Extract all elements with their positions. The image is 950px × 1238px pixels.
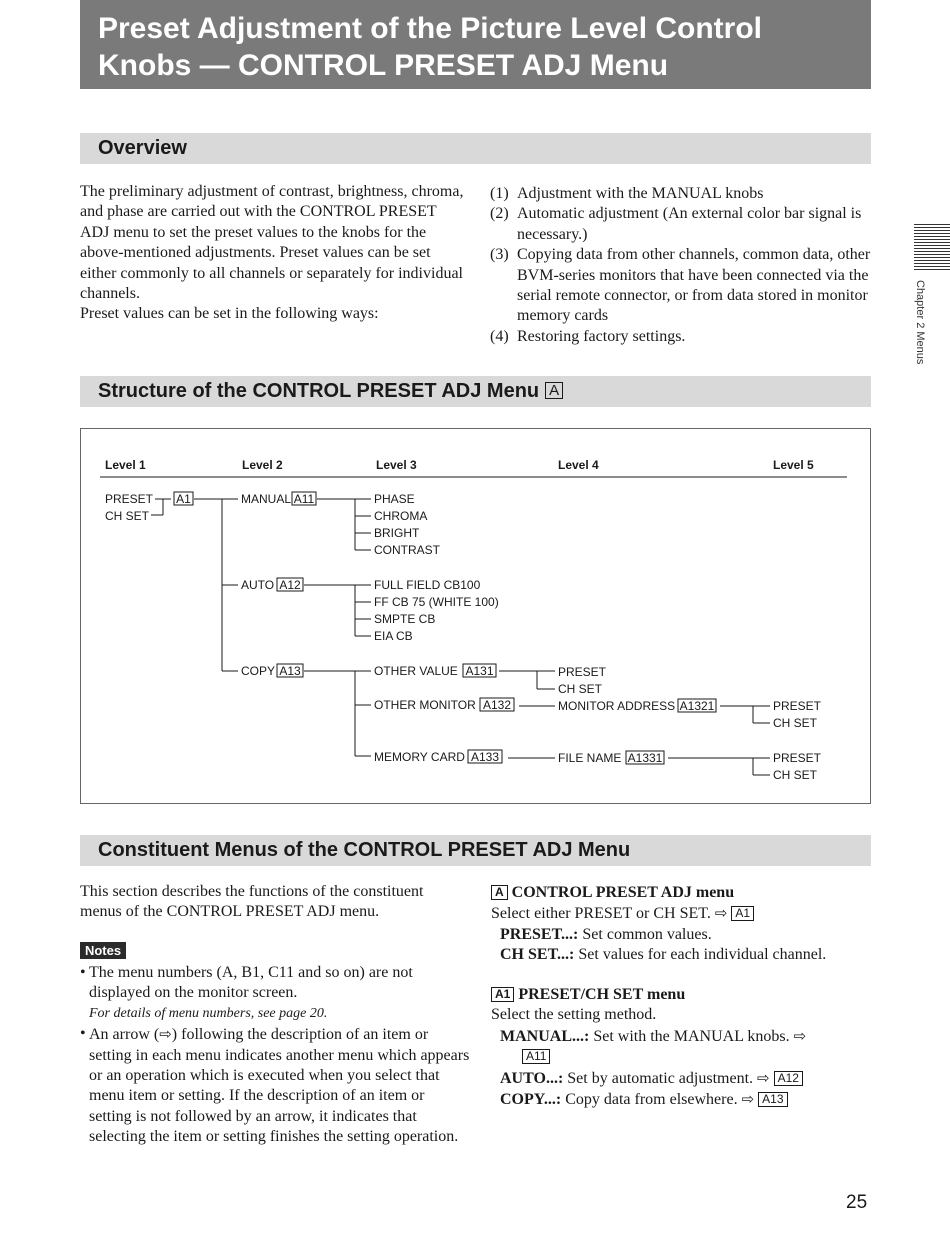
box-a11-label: A11 <box>293 492 315 506</box>
menu-a1-item-auto <box>491 1068 871 1089</box>
menu-item-key: COPY...: <box>500 1091 562 1109</box>
tree-nodes <box>105 492 822 782</box>
note-1-text: The menu numbers (A, B1, C11 and so on) are not displayed on the monitor screen. <box>89 964 413 1002</box>
page-number: 25 <box>846 1192 868 1213</box>
preset-ways-list <box>490 184 875 347</box>
menu-a12-box: A12 <box>774 1071 803 1086</box>
menu-a1-item-copy <box>491 1089 871 1110</box>
node-ch-set: CH SET <box>105 509 150 523</box>
list-item <box>490 245 875 327</box>
menu-a1-desc: Select the setting method. <box>491 1006 657 1024</box>
overview-heading: Overview <box>98 137 187 159</box>
structure-section-bar <box>80 376 871 407</box>
node-ov-ch-set: CH SET <box>558 682 603 696</box>
node-ov-preset: PRESET <box>558 665 607 679</box>
node-smpte-cb: SMPTE CB <box>374 612 436 626</box>
menu-a-desc-text: Select either PRESET or CH SET. <box>491 905 711 923</box>
constituent-intro: This section describes the functions of the constituent menus of the CONTROL PRESET ADJ menu. <box>80 883 424 921</box>
arrow-icon: ⇨ <box>714 904 728 923</box>
menu-a-item-ch-set <box>491 945 871 965</box>
node-eia-cb: EIA CB <box>374 629 413 643</box>
node-fn-preset: PRESET <box>773 751 822 765</box>
node-file-name: FILE NAME <box>558 751 622 765</box>
menu-a-desc-box: A1 <box>731 906 754 921</box>
node-phase: PHASE <box>374 492 415 506</box>
notes-list <box>80 963 470 1148</box>
list-item-text: Restoring factory settings. <box>517 327 686 345</box>
level-4-header: Level 4 <box>558 458 599 472</box>
menu-a-desc <box>491 903 871 924</box>
constituent-heading: Constituent Menus of the CONTROL PRESET ADJ Menu <box>98 839 631 861</box>
node-preset: PRESET <box>105 492 154 506</box>
node-ff-cb-75: FF CB 75 (WHITE 100) <box>374 595 499 609</box>
note-2-text-end: ) following the description of an item or setting in each menu indicates another menu which appears or an operation which is executed when you select that menu item or setting. If the description of an item or setting is not followed by an arrow, it indicates that selecting the item or setting finishes the setting operation. <box>89 1026 470 1146</box>
list-item <box>490 327 875 347</box>
note-item <box>80 1024 470 1147</box>
node-auto: AUTO <box>241 578 275 592</box>
menu-item-text: Set with the MANUAL knobs. <box>593 1027 790 1045</box>
menu-item-text: Set values for each individual channel. <box>578 946 827 964</box>
arrow-icon: ⇨ <box>741 1090 755 1109</box>
menu-item-key: PRESET...: <box>500 925 579 943</box>
node-other-monitor: OTHER MONITOR <box>374 698 476 712</box>
node-monitor-address: MONITOR ADDRESS <box>558 699 676 713</box>
node-manual: MANUAL <box>241 492 292 506</box>
level-2-header: Level 2 <box>242 458 283 472</box>
menu-a-description <box>491 883 871 966</box>
list-item-number: (3) <box>490 246 509 264</box>
tree-connectors <box>100 477 847 775</box>
box-a12-label: A12 <box>279 578 301 592</box>
menu-item-text: Set common values. <box>582 925 712 943</box>
menu-a1-title <box>491 985 871 1005</box>
overview-section-bar <box>80 133 871 164</box>
list-item <box>490 184 875 204</box>
box-a1331-label: A1331 <box>627 751 663 765</box>
structure-heading-box: A <box>545 382 563 399</box>
box-a13-label: A13 <box>279 664 301 678</box>
menu-a-title <box>491 883 871 903</box>
constituent-section-bar <box>80 835 871 866</box>
arrow-icon: ⇨ <box>793 1026 807 1045</box>
list-item-text: Automatic adjustment (An external color bar signal is necessary.) <box>517 205 862 243</box>
arrow-icon: ⇨ <box>159 1025 172 1044</box>
box-a1321-label: A1321 <box>679 699 715 713</box>
menu-item-key: CH SET...: <box>500 946 575 964</box>
note-1-reference: For details of menu numbers, see page 20. <box>89 1005 328 1021</box>
node-memory-card: MEMORY CARD <box>374 750 465 764</box>
arrow-icon: ⇨ <box>757 1068 770 1087</box>
list-item-text: Copying data from other channels, common data, other BVM-series monitors that have been connected via the serial remote connector, or from data stored in monitor memory cards <box>517 246 871 325</box>
note-2-text-start: An arrow ( <box>89 1026 160 1044</box>
structure-heading <box>98 378 563 405</box>
menu-item-key: MANUAL...: <box>500 1027 590 1045</box>
note-item <box>80 963 470 1024</box>
node-copy: COPY <box>241 664 276 678</box>
menu-structure-diagram <box>80 428 871 804</box>
notes-label: Notes <box>80 942 126 959</box>
menu-a1-box: A1 <box>491 987 514 1002</box>
structure-heading-text: Structure of the CONTROL PRESET ADJ Menu <box>98 380 540 402</box>
menu-a-title-text: CONTROL PRESET ADJ menu <box>511 884 735 901</box>
menu-a1-item-manual-target <box>491 1047 871 1067</box>
menu-item-text: Set by automatic adjustment. <box>567 1069 754 1087</box>
list-item <box>490 204 875 245</box>
list-item-text: Adjustment with the MANUAL knobs <box>517 185 764 202</box>
title-block <box>80 0 871 89</box>
chapter-tab-label: Chapter 2 Menus <box>914 280 926 365</box>
list-item-number: (2) <box>490 205 509 223</box>
node-ma-preset: PRESET <box>773 699 822 713</box>
overview-paragraph-1: The preliminary adjustment of contrast, brightness, chroma, and phase are carried out with the CONTROL PRESET ADJ menu to set the preset values to the knobs for the above-mentioned adjustments. Preset values can be set either commonly to all channels or separately for individual channels. <box>80 183 464 303</box>
node-fn-ch-set: CH SET <box>773 768 818 782</box>
menu-a13-box: A13 <box>758 1092 787 1107</box>
menu-a1-title-text: PRESET/CH SET menu <box>518 986 686 1003</box>
box-a132-label: A132 <box>482 698 512 712</box>
menu-a-box: A <box>491 885 508 900</box>
level-3-header: Level 3 <box>376 458 417 472</box>
menu-item-key: AUTO...: <box>500 1069 564 1087</box>
list-item-number: (1) <box>490 185 509 202</box>
node-chroma: CHROMA <box>374 509 428 523</box>
menu-item-text: Copy data from elsewhere. <box>565 1091 738 1109</box>
node-contrast: CONTRAST <box>374 543 440 557</box>
level-headers <box>105 458 814 472</box>
node-other-value: OTHER VALUE <box>374 664 458 678</box>
menu-a-item-preset <box>491 925 871 945</box>
node-full-field-cb100: FULL FIELD CB100 <box>374 578 481 592</box>
menu-tree-svg <box>81 429 870 803</box>
overview-text <box>80 182 465 325</box>
box-a1-label: A1 <box>176 492 191 506</box>
chapter-tab-marker <box>914 224 950 271</box>
page-title: Preset Adjustment of the Picture Level Control Knobs — CONTROL PRESET ADJ Menu <box>98 12 762 82</box>
box-a133-label: A133 <box>470 750 500 764</box>
overview-paragraph-2: Preset values can be set in the following ways: <box>80 305 379 323</box>
menu-a1-item-manual <box>491 1026 871 1047</box>
menu-a1-description <box>491 985 871 1110</box>
menu-a11-box: A11 <box>522 1049 550 1064</box>
box-a131-label: A131 <box>465 664 494 678</box>
node-bright: BRIGHT <box>374 526 420 540</box>
level-1-header: Level 1 <box>105 458 146 472</box>
node-ma-ch-set: CH SET <box>773 716 818 730</box>
level-5-header: Level 5 <box>773 458 814 472</box>
list-item-number: (4) <box>490 327 509 345</box>
